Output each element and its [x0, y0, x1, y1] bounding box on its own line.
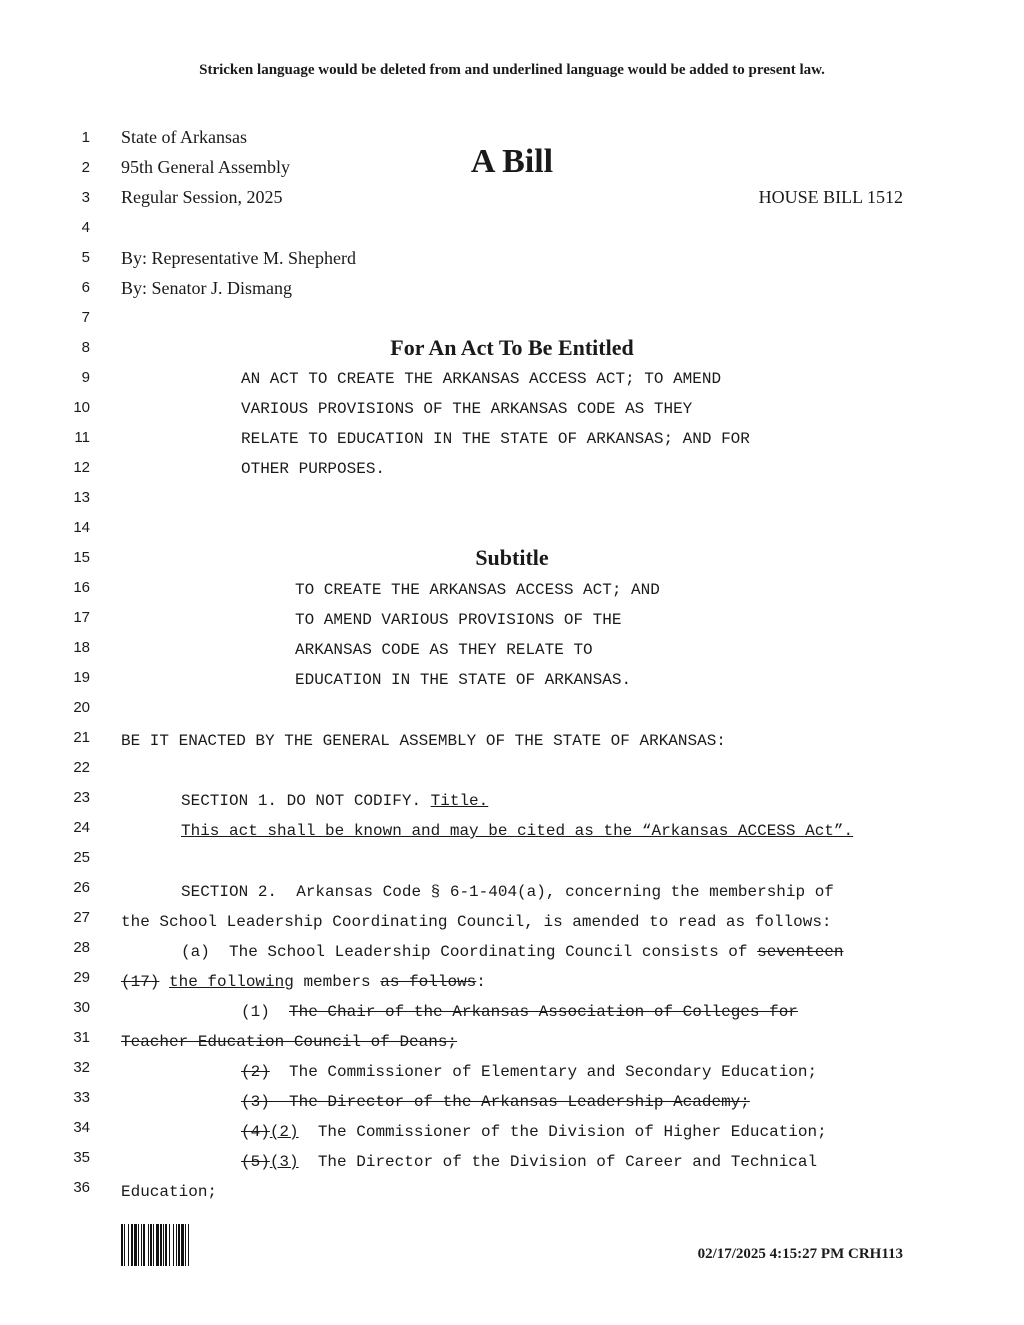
stricken-text: as follows: [380, 973, 477, 991]
enacting-clause: BE IT ENACTED BY THE GENERAL ASSEMBLY OF THE STATE OF ARKANSAS:: [121, 732, 726, 750]
section-2-subsection-a: [181, 943, 844, 961]
line-number: 28: [73, 939, 90, 956]
added-text: (2): [269, 1123, 299, 1141]
subtitle-line: ARKANSAS CODE AS THEY RELATE TO: [295, 641, 593, 659]
section-2-line: [121, 973, 486, 991]
amended-text: The Commissioner of the Division of Higher Education;: [298, 1123, 827, 1141]
bill-number: HOUSE BILL 1512: [758, 187, 903, 207]
stricken-text: (17): [121, 973, 160, 991]
line-number: 36: [73, 1179, 90, 1196]
line-number: 18: [73, 639, 90, 656]
stricken-text: seventeen: [757, 943, 844, 961]
session: Regular Session, 2025: [121, 187, 283, 207]
section-2-line: SECTION 2. Arkansas Code § 6-1-404(a), concerning the membership of: [181, 883, 834, 901]
amended-text: The Commissioner of Elementary and Secondary Education;: [269, 1063, 818, 1081]
stricken-text: Teacher Education Council of Deans;: [121, 1033, 458, 1051]
line-number: 12: [73, 459, 90, 476]
title-line: VARIOUS PROVISIONS OF THE ARKANSAS CODE AS THEY: [241, 400, 693, 418]
title-line: AN ACT TO CREATE THE ARKANSAS ACCESS ACT; TO AMEND: [241, 370, 722, 388]
title-line: OTHER PURPOSES.: [241, 460, 386, 478]
line-number: 11: [74, 429, 90, 446]
general-assembly: 95th General Assembly: [121, 157, 290, 177]
line-number: 19: [73, 669, 90, 686]
line-number: 27: [73, 909, 90, 926]
line-number: 17: [73, 609, 90, 626]
section-2-item-1: [241, 1003, 798, 1021]
amended-text: members: [293, 973, 381, 991]
amended-text: The Director of the Division of Career and Technical: [298, 1153, 818, 1171]
line-number: 35: [73, 1149, 90, 1166]
barcode-bar: [189, 1224, 191, 1266]
line-number: 6: [81, 279, 90, 296]
title-line: RELATE TO EDUCATION IN THE STATE OF ARKANSAS; AND FOR: [241, 430, 750, 448]
section-2-item-4: [241, 1123, 827, 1141]
stricken-text: The Chair of the Arkansas Association of Colleges for: [289, 1003, 798, 1021]
stricken-text: (3) The Director of the Arkansas Leadership Academy;: [241, 1093, 750, 1111]
line-number: 23: [73, 789, 90, 806]
line-number: 3: [81, 189, 90, 206]
section-1-title: Title.: [430, 792, 489, 810]
line-number: 26: [73, 879, 90, 896]
added-text: (3): [269, 1153, 299, 1171]
sponsor-representative: By: Representative M. Shepherd: [121, 248, 356, 268]
line-number: 33: [73, 1089, 90, 1106]
line-number: 34: [73, 1119, 90, 1136]
section-1-heading: [181, 792, 488, 810]
title-heading: For An Act To Be Entitled: [390, 335, 634, 360]
subtitle-line: EDUCATION IN THE STATE OF ARKANSAS.: [295, 671, 632, 689]
amended-text: :: [476, 973, 486, 991]
line-number: 1: [81, 129, 90, 146]
added-text: the following: [169, 973, 294, 991]
subtitle-line: TO CREATE THE ARKANSAS ACCESS ACT; AND: [295, 581, 660, 599]
subtitle-heading: Subtitle: [475, 545, 549, 570]
line-number: 24: [73, 819, 90, 836]
line-number: 25: [73, 849, 90, 866]
barcode: [121, 1224, 249, 1266]
line-number: 10: [73, 399, 90, 416]
line-number: 32: [73, 1059, 90, 1076]
stricken-text: (2): [241, 1063, 270, 1081]
state-name: State of Arkansas: [121, 127, 247, 147]
line-number: 9: [81, 369, 90, 386]
stricken-text: (5): [241, 1153, 270, 1171]
line-number: 30: [73, 999, 90, 1016]
line-number: 13: [73, 489, 90, 506]
section-2-line: Education;: [121, 1183, 218, 1201]
amended-text: (a) The School Leadership Coordinating Council consists of: [181, 943, 758, 961]
line-number: 5: [81, 249, 90, 266]
section-2-item-5: [241, 1153, 817, 1171]
line-number: 16: [73, 579, 90, 596]
stricken-text: (4): [241, 1123, 270, 1141]
line-number: 21: [73, 729, 90, 746]
section-2-line: the School Leadership Coordinating Council, is amended to read as follows:: [121, 913, 832, 931]
section-1-text: This act shall be known and may be cited as the “Arkansas ACCESS Act”.: [181, 822, 854, 840]
subtitle-line: TO AMEND VARIOUS PROVISIONS OF THE: [295, 611, 622, 629]
sponsor-senator: By: Senator J. Dismang: [121, 278, 292, 298]
bill-heading: A Bill: [470, 143, 554, 180]
line-number: 8: [81, 339, 90, 356]
line-number: 4: [81, 219, 90, 236]
line-number: 31: [73, 1029, 90, 1046]
footer-timestamp: 02/17/2025 4:15:27 PM CRH113: [697, 1246, 903, 1262]
line-number: 29: [73, 969, 90, 986]
stricken-language-notice: Stricken language would be deleted from and underlined language would be added to present law.: [199, 62, 825, 78]
line-number: 7: [81, 309, 90, 326]
section-2-item-2: [241, 1063, 817, 1081]
line-number: 2: [81, 159, 90, 176]
line-number: 15: [73, 549, 90, 566]
line-number: 20: [73, 699, 90, 716]
line-number: 22: [73, 759, 90, 776]
line-number: 14: [73, 519, 90, 536]
section-1-intro: SECTION 1. DO NOT CODIFY.: [181, 792, 431, 810]
item-number: (1): [241, 1003, 290, 1021]
